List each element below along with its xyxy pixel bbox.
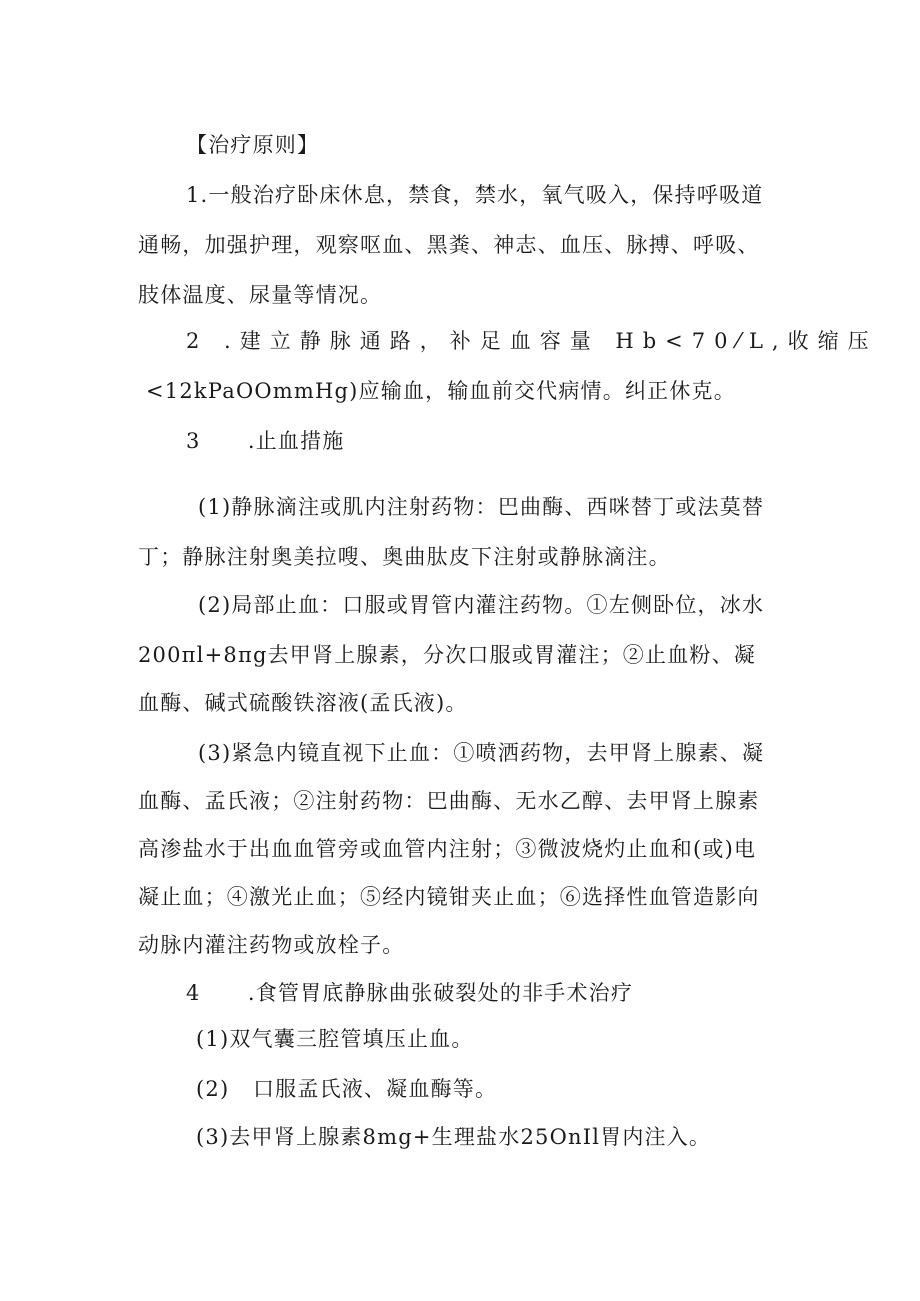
item-3-3-line-2: 血酶、孟氏液；②注射药物：巴曲酶、无水乙醇、去甲肾上腺素 xyxy=(138,789,760,813)
item-3-2-line-2: 200πl+8πg去甲肾上腺素，分次口服或胃灌注；②止血粉、凝 xyxy=(138,643,756,667)
item-3-3-line-5: 动脉内灌注药物或放栓子。 xyxy=(138,933,405,957)
item-4-3-line: (3)去甲肾上腺素8mg+生理盐水25OnIl胃内注入。 xyxy=(196,1125,712,1149)
item-3-2-line-1: (2)局部止血：口服或胃管内灌注药物。①左侧卧位，冰水 xyxy=(198,593,765,617)
item-3-1-line-2: 丁；静脉注射奥美拉嗖、奥曲肽皮下注射或静脉滴注。 xyxy=(138,545,671,569)
item-3-3-line-4: 凝止血；④激光止血；⑤经内镜钳夹止血；⑥选择性血管造影向 xyxy=(138,885,760,909)
section-heading: 【治疗原则】 xyxy=(186,133,320,157)
item-3-1-line-1: (1)静脉滴注或肌内注射药物：巴曲酶、西咪替丁或法莫替 xyxy=(198,495,765,519)
item-1-line-2: 通畅，加强护理，观察呕血、黑粪、神志、血压、脉搏、呼吸、 xyxy=(138,233,760,257)
item-3-3-line-1: (3)紧急内镜直视下止血：①喷洒药物，去甲肾上腺素、凝 xyxy=(198,741,765,765)
item-3-heading: 3 .止血措施 xyxy=(186,429,345,453)
item-4-heading: 4 .食管胃底静脉曲张破裂处的非手术治疗 xyxy=(186,981,634,1005)
item-4-1-line: (1)双气囊三腔管填压止血。 xyxy=(196,1027,474,1051)
item-1-line-3: 肢体温度、尿量等情况。 xyxy=(138,283,383,307)
item-2-line-1: 2 .建立静脉通路，补足血容量 Hb<70⁄L,收缩压 xyxy=(186,329,878,353)
item-3-2-line-3: 血酶、碱式硫酸铁溶液(孟氏液)。 xyxy=(138,691,468,715)
item-3-3-line-3: 高渗盐水于出血血管旁或血管内注射；③微波烧灼止血和(或)电 xyxy=(138,837,757,861)
item-2-line-2: <12kPaOOmmHg)应输血，输血前交代病情。纠正休克。 xyxy=(146,379,736,403)
item-4-2-line: (2) 口服孟氏液、凝血酶等。 xyxy=(196,1077,498,1101)
item-1-line-1: 1.一般治疗卧床休息，禁食，禁水，氧气吸入，保持呼吸道 xyxy=(186,183,764,207)
